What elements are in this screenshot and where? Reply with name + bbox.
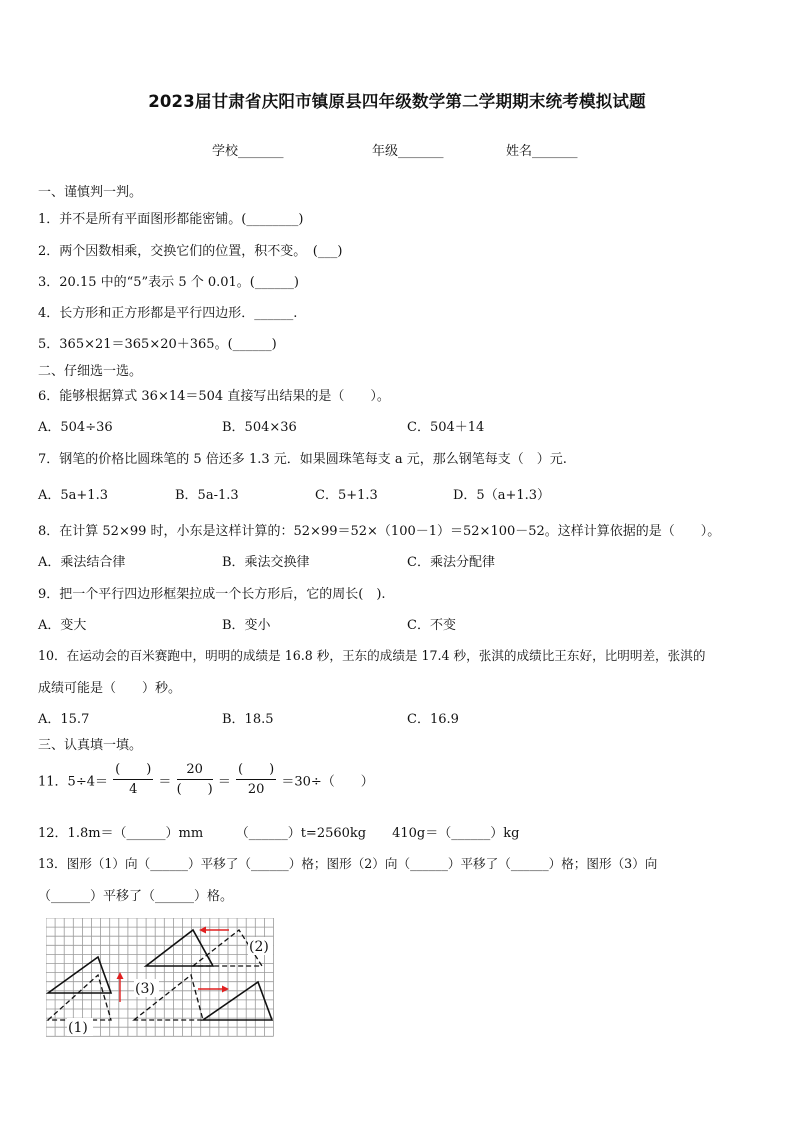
q11-equals-2: ＝ (217, 774, 231, 790)
q7-option-d: D．5（a+1.3） (453, 488, 551, 503)
q10-option-c: C．16.9 (407, 712, 459, 727)
shape-2-solid-triangle (146, 930, 213, 966)
arrow-left-icon (199, 927, 229, 934)
q11-f1-numerator: ( ) (113, 762, 153, 780)
q8-option-a: A．乘法结合律 (38, 555, 126, 570)
q6-option-b: B．504×36 (222, 420, 297, 435)
q7-option-a: A．5a+1.3 (38, 488, 108, 503)
question-13-line2: （______）平移了（______）格。 (38, 889, 234, 904)
question-10-line1: 10．在运动会的百米赛跑中，明明的成绩是 16.8 秒，王东的成绩是 17.4 秒，张淇的成绩比王东好，比明明差，张淇的 (38, 648, 706, 663)
name-field: 姓名_______ (506, 144, 578, 159)
q11-prefix: 11．5÷4＝ (38, 774, 108, 790)
section1-heading: 一、谨慎判一判。 (38, 185, 143, 200)
q9-option-b: B．变小 (222, 618, 271, 633)
question-9: 9．把一个平行四边形框架拉成一个长方形后，它的周长( ). (38, 587, 386, 602)
section2-heading: 二、仔细选一选。 (38, 364, 143, 379)
q8-option-b: B．乘法交换律 (222, 555, 310, 570)
q6-option-c: C．504＋14 (407, 420, 485, 435)
question-1: 1．并不是所有平面图形都能密铺。(________) (38, 212, 304, 227)
question-13-line1: 13．图形（1）向（______）平移了（______）格；图形（2）向（______）平移了（______）格；图形（3）向 (38, 856, 658, 871)
q9-option-a: A．变大 (38, 618, 87, 633)
q11-f2-numerator: 20 (177, 762, 213, 780)
q11-f3-numerator: ( ) (236, 762, 276, 780)
q11-fraction-3 (236, 762, 276, 798)
q10-option-a: A．15.7 (38, 712, 90, 727)
q11-f1-denominator: 4 (129, 782, 138, 797)
q10-option-b: B．18.5 (222, 712, 274, 727)
shape-3-label: (3) (135, 981, 155, 997)
question-11 (38, 762, 374, 798)
exam-title: 2023届甘肃省庆阳市镇原县四年级数学第二学期期末统考模拟试题 (148, 92, 646, 111)
q11-equals-1: ＝ (158, 774, 172, 790)
question-12: 12．1.8m＝（______）mm （______）t=2560kg 410g＝（______）kg (38, 826, 520, 841)
q6-option-a: A．504÷36 (38, 420, 113, 435)
school-field: 学校_______ (212, 144, 284, 159)
q7-option-b: B．5a-1.3 (175, 488, 239, 503)
section3-heading: 三、认真填一填。 (38, 738, 143, 753)
translation-grid-figure (46, 918, 274, 1044)
q11-f2-denominator: ( ) (176, 782, 213, 797)
question-10-line2: 成绩可能是（ ）秒。 (38, 681, 182, 696)
question-5: 5．365×21＝365×20＋365。(______) (38, 337, 277, 352)
question-4: 4．长方形和正方形都是平行四边形．______. (38, 306, 298, 321)
question-3: 3．20.15 中的“5”表示 5 个 0.01。(______) (38, 275, 299, 290)
q9-option-c: C．不变 (407, 618, 456, 633)
shape-1-label: (1) (68, 1020, 88, 1036)
q11-fraction-1 (113, 762, 153, 798)
q11-suffix: ＝30÷（ ） (281, 774, 374, 790)
q11-fraction-2 (177, 762, 213, 798)
q8-option-c: C．乘法分配律 (407, 555, 495, 570)
shape-2-label: (2) (249, 939, 269, 955)
question-7: 7．钢笔的价格比圆珠笔的 5 倍还多 1.3 元．如果圆珠笔每支 a 元，那么钢笔每支（ ）元. (38, 452, 567, 467)
arrow-up-icon (117, 972, 124, 1002)
question-2: 2．两个因数相乘，交换它们的位置，积不变。 (___) (38, 244, 343, 259)
question-6: 6．能够根据算式 36×14＝504 直接写出结果的是（ ）。 (38, 389, 390, 404)
q7-option-c: C．5+1.3 (315, 488, 378, 503)
arrow-right-icon (198, 986, 229, 993)
grade-field: 年级_______ (372, 144, 444, 159)
question-8: 8．在计算 52×99 时，小东是这样计算的：52×99＝52×（100－1）＝52×100－52。这样计算依据的是（ ）。 (38, 524, 721, 539)
q11-f3-denominator: 20 (247, 782, 265, 797)
